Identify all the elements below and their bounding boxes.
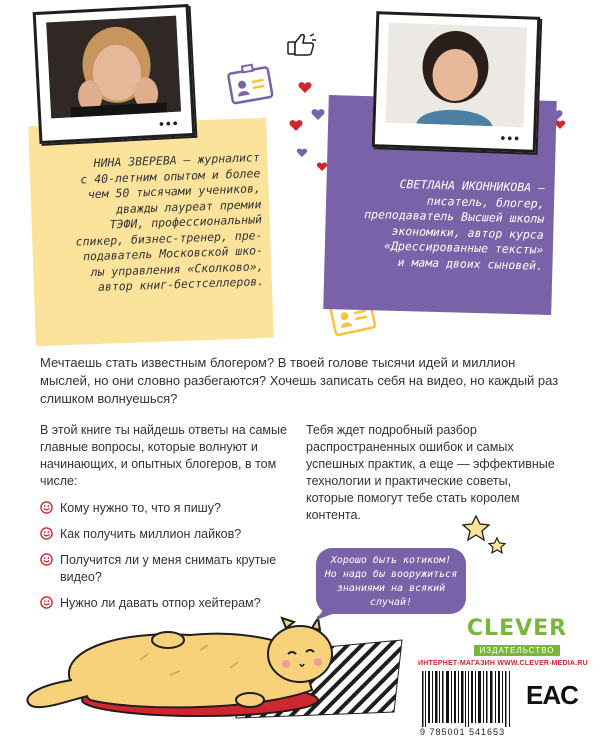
speech-bubble-text: Хорошо быть котиком! Но надо бы вооружиться знаниями на всякий случай! <box>324 555 458 608</box>
question-text: Получится ли у меня снимать крутые видео? <box>60 553 277 584</box>
intro-paragraph: Мечтаешь стать известным блогером? В твоей голове тысячи идей и миллион мыслей, но они словно разбегаются? Хочешь записать себя на видео, но каждый раз слишком волнуешься? <box>40 355 559 406</box>
publisher-logo <box>462 618 572 658</box>
cat-illustration <box>27 618 402 718</box>
question-text: Кому нужно то, что я пишу? <box>60 501 221 515</box>
dots-icon: ••• <box>500 129 522 147</box>
heart-icon <box>297 149 307 157</box>
smile-icon <box>40 596 53 609</box>
author-bio-ikonnikova: СВЕТЛАНА ИКОННИКОВА — писатель, блогер, преподаватель Высшей школы экономики, автор курса «Дрессированные тексты» и мама двоих сыновей. <box>364 176 546 273</box>
publisher-sub: ИЗДАТЕЛЬСТВО <box>474 645 561 656</box>
heart-icon <box>312 109 325 120</box>
star-icon <box>489 538 505 553</box>
author-bio-zvereva: НИНА ЗВЕРЕВА — журналист с 40-летним опытом и более чем 50 тысячами учеников, дважды лауреат премии ТЭФИ, профессиональный спикер, бизнес-тренер, пре- подаватель Московской шко- лы управления «Сколково», автор книг-бестселлеров. <box>75 150 265 294</box>
speech-bubble <box>316 548 466 614</box>
questions-list <box>40 500 290 612</box>
heart-icon <box>299 82 312 93</box>
list-item <box>40 500 290 517</box>
portrait-image <box>386 23 527 128</box>
heart-icon <box>317 163 327 171</box>
eac-mark: EAC <box>526 680 578 710</box>
barcode <box>420 671 512 727</box>
heart-icon <box>555 121 565 129</box>
questions-column <box>40 422 290 621</box>
isbn-digits: 9 785001 541653 <box>420 727 506 737</box>
promise-paragraph: Тебя ждет подробный разбор распространенных ошибок и самых успешных практик, а еще — эффективные технологии и практические советы, которые помогут тебе стать королем контента. <box>306 423 555 522</box>
author-photo-zvereva <box>33 4 196 144</box>
list-item <box>40 526 290 543</box>
smile-icon <box>40 553 53 566</box>
dots-icon: ••• <box>158 114 181 132</box>
questions-intro: В этой книге ты найдешь ответы на самые главные вопросы, которые волнуют и начинающих, и опытных блогеров, в том числе: <box>40 423 287 488</box>
smile-icon <box>40 527 53 540</box>
author-photo-ikonnikova <box>372 11 541 153</box>
heart-icon <box>290 120 303 131</box>
thumbs-up-icon <box>288 34 316 55</box>
list-item <box>40 595 290 612</box>
question-text: Как получить миллион лайков? <box>60 527 242 541</box>
question-text: Нужно ли давать отпор хейтерам? <box>60 596 261 610</box>
publisher-name: CLEVER <box>466 616 568 641</box>
portrait-image <box>46 16 181 119</box>
list-item <box>40 552 290 586</box>
id-card-icon <box>227 62 272 103</box>
shop-url: ИНТЕРНЕТ-МАГАЗИН WWW.CLEVER-MEDIA.RU <box>418 660 588 667</box>
smile-icon <box>40 501 53 514</box>
